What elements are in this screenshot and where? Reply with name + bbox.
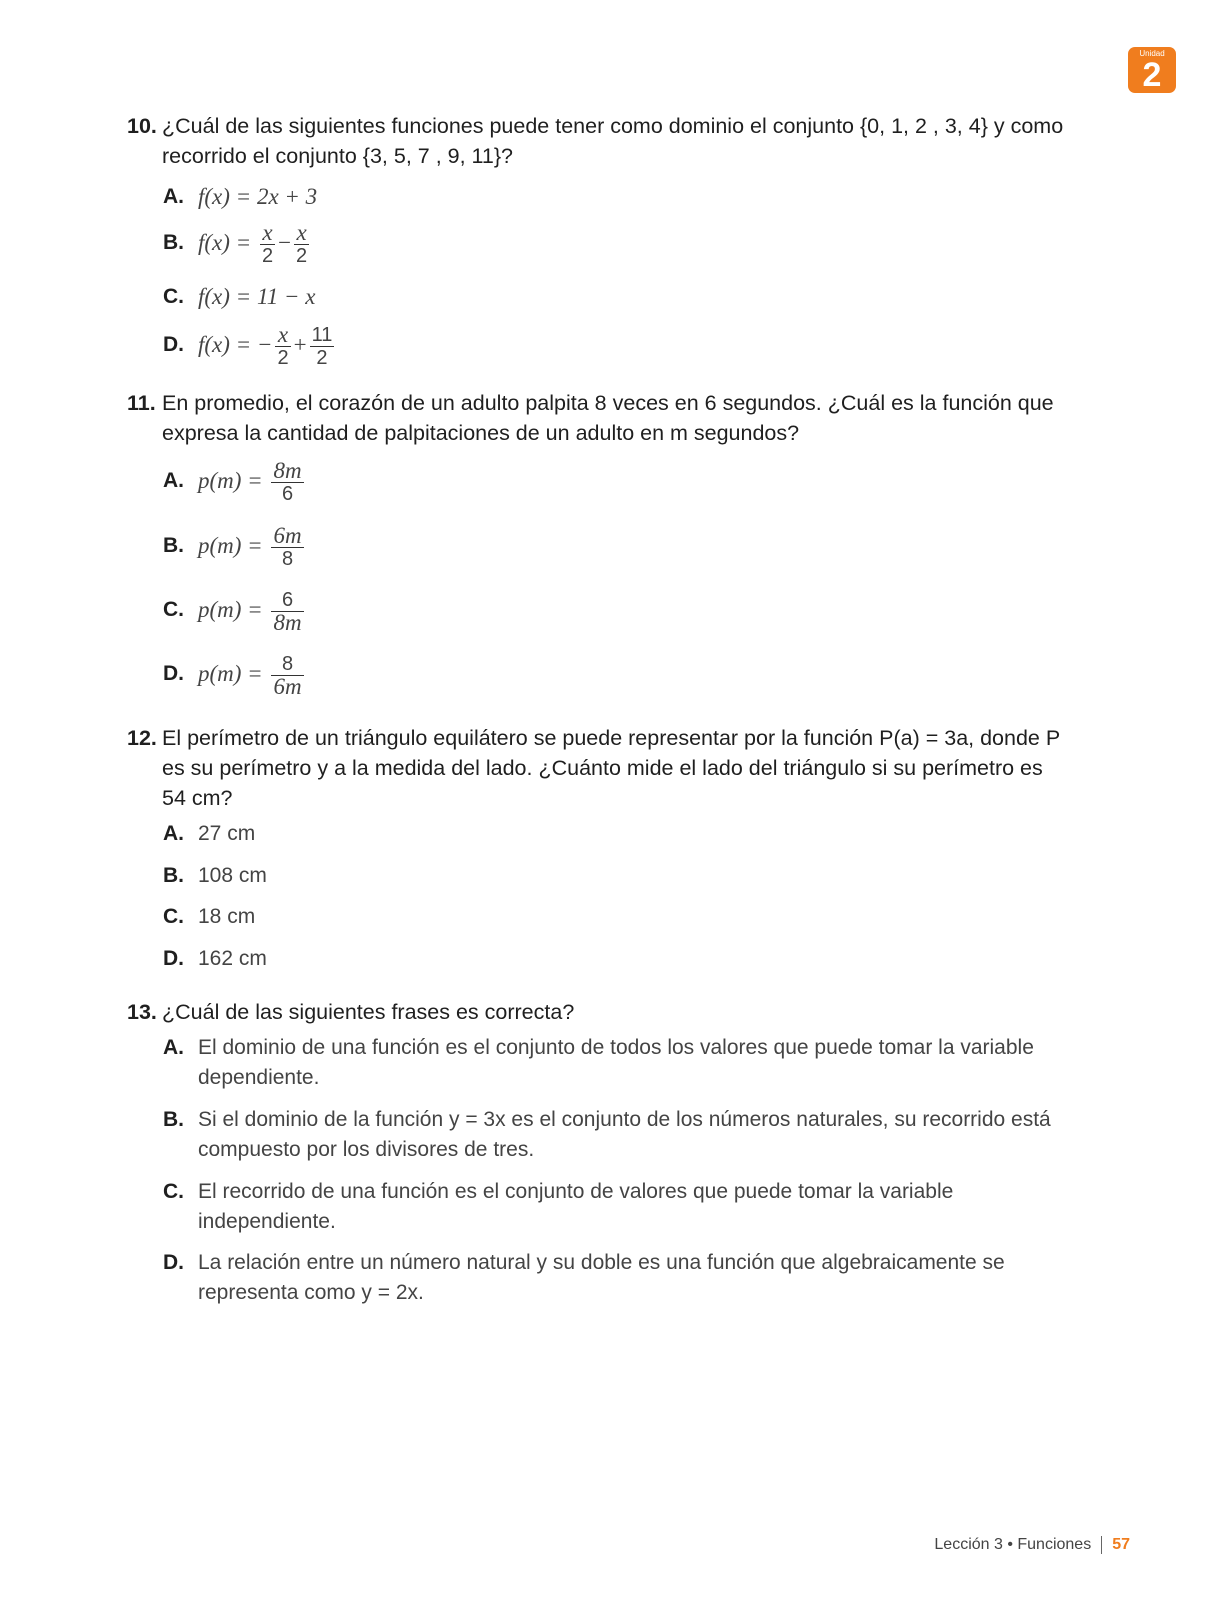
option-letter: B. [163, 231, 184, 254]
option-letter: B. [163, 1108, 184, 1131]
option-letter: D. [163, 1251, 184, 1274]
option-expression: 2x + 3 [256, 184, 318, 209]
option-lhs: p(m) = [198, 597, 269, 623]
option-lhs: f(x) = [198, 284, 257, 309]
fraction: $\frac{11}{2}$ [311, 324, 333, 369]
option-text: El dominio de una función es el conjunto de todos los valores que puede tomar la variable dependiente. [198, 1036, 1034, 1089]
option-text: Si el dominio de la función y = 3x es el conjunto de los números naturales, su recorrido está compuesto por los divisores de tres. [198, 1108, 1051, 1161]
option-letter: B. [163, 864, 184, 887]
option-lhs: p(m) = [198, 661, 269, 687]
fraction: $\frac{8}{6m}$ [273, 653, 302, 699]
option-text: 18 cm [198, 905, 256, 928]
fraction: $\frac{6m}{8}$ [273, 523, 302, 570]
option-text: El recorrido de una función es el conjunto de valores que puede tomar la variable independiente. [198, 1180, 954, 1233]
option-letter: D. [163, 333, 184, 356]
option-letter: A. [163, 185, 184, 208]
option-letter: A. [163, 469, 184, 492]
option-text: 108 cm [198, 864, 267, 887]
question-number: 11. [127, 391, 156, 415]
question-number: 10. [127, 114, 157, 138]
option-lhs: f(x) = − [198, 332, 273, 358]
option-lhs: f(x) = [198, 184, 257, 209]
option-letter: A. [163, 1036, 184, 1059]
question-text: ¿Cuál de las siguientes funciones puede tener como dominio el conjunto {0, 1, 2 , 3, 4} y como recorrido el conjunto {3, 5, 7 , 9, 11}? [162, 114, 1064, 168]
option-letter: C. [163, 285, 184, 308]
page-footer [0, 1536, 1130, 1554]
question-text: El perímetro de un triángulo equilátero se puede representar por la función P(a) = 3a, donde P es su perímetro y a la medida del lado. ¿Cuánto mide el lado del triángulo si su perímetro es 54 cm? [162, 726, 1060, 810]
option-text: 162 cm [198, 947, 267, 970]
operator: − [278, 230, 292, 256]
option-letter: D. [163, 662, 184, 685]
fraction: $\frac{x}{2}$ [296, 220, 308, 267]
unit-badge-number: 2 [1142, 56, 1162, 94]
unit-badge [1128, 47, 1176, 93]
question-number: 13. [127, 1000, 157, 1024]
footer-divider [1101, 1536, 1102, 1554]
option-letter: C. [163, 905, 184, 928]
option-letter: C. [163, 598, 184, 621]
option-letter: D. [163, 947, 184, 970]
option-text: 27 cm [198, 822, 256, 845]
fraction: $\frac{8m}{6}$ [273, 458, 302, 505]
option-lhs: p(m) = [198, 533, 269, 559]
fraction: $\frac{x}{2}$ [261, 220, 274, 267]
option-lhs: f(x) = [198, 230, 257, 256]
option-expression: 11 − x [256, 284, 316, 309]
question-text: ¿Cuál de las siguientes frases es correcta? [162, 1000, 575, 1024]
question-text: En promedio, el corazón de un adulto palpita 8 veces en 6 segundos. ¿Cuál es la función que expresa la cantidad de palpitaciones de un adulto en m segundos? [162, 391, 1054, 445]
unit-badge-label: Unidad [1139, 49, 1165, 58]
page-number: 57 [1112, 1536, 1130, 1554]
question-number: 12. [127, 726, 157, 750]
option-lhs: p(m) = [198, 468, 269, 494]
fraction: $\frac{6}{8m}$ [273, 589, 302, 635]
option-text: La relación entre un número natural y su doble es una función que algebraicamente se representa como y = 2x. [198, 1251, 1005, 1304]
option-letter: C. [163, 1180, 184, 1203]
lesson-label: Lección 3 • Funciones [934, 1536, 1092, 1554]
option-letter: B. [163, 534, 184, 557]
operator: + [293, 332, 307, 358]
option-letter: A. [163, 822, 184, 845]
fraction: $\frac{x}{2}$ [277, 322, 289, 369]
